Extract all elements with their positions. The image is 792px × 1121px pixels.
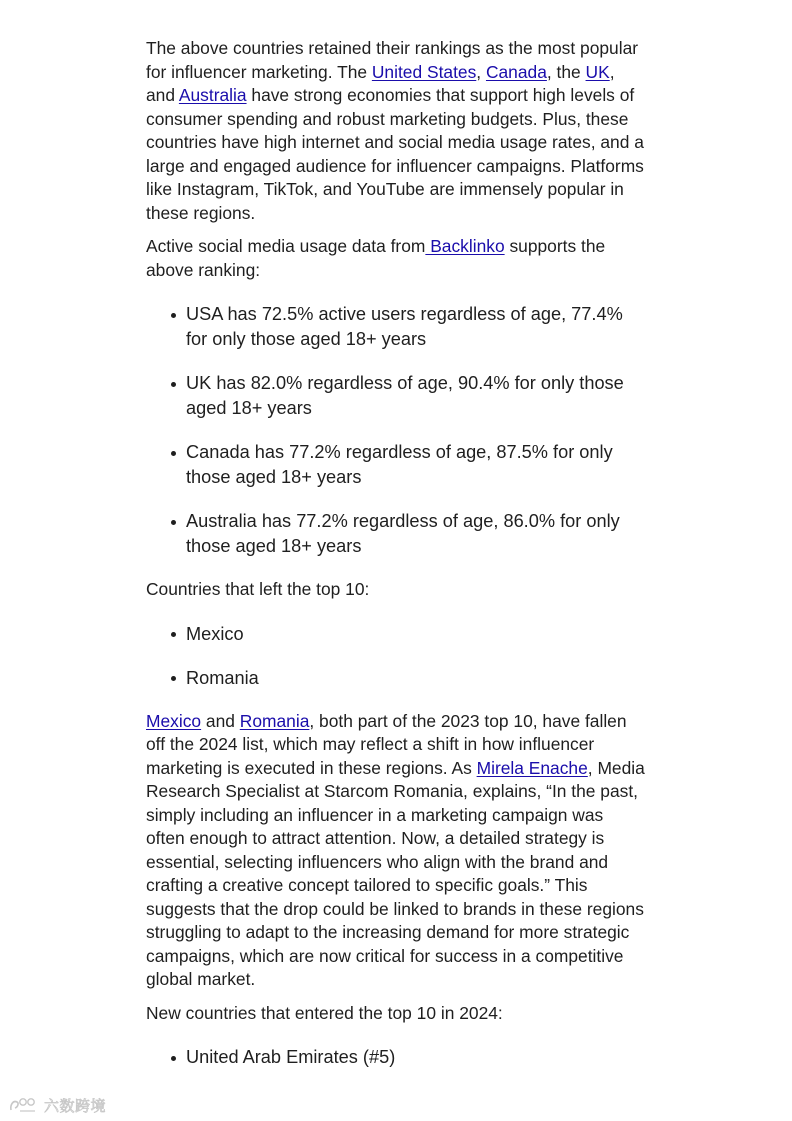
watermark-text: 六数跨境 bbox=[44, 1096, 107, 1115]
left-countries-list bbox=[146, 622, 646, 691]
list-item: Romania bbox=[186, 666, 646, 691]
new-top10-heading: New countries that entered the top 10 in 2024: bbox=[146, 1002, 503, 1023]
australia-link[interactable]: Australia bbox=[178, 85, 247, 105]
list-item: Mexico bbox=[186, 622, 646, 647]
new-countries-list bbox=[146, 1045, 646, 1070]
left-top10-heading: Countries that left the top 10: bbox=[146, 579, 370, 599]
list-item: Canada has 77.2% regardless of age, 87.5% for only those aged 18+ years bbox=[186, 440, 646, 490]
mexico-link[interactable]: Mexico bbox=[146, 710, 202, 731]
intro-paragraph: The above countries retained their rankings as the most popular for influencer marketing. The United States, Canada, the UK, and Australia have strong economies that support high levels of consumer spending and robust marketing budgets. Plus, these countries have high internet and social media usage rates, and a large and engaged audience for influencer campaigns. Platforms like Instagram, TikTok, and YouTube are immensely popular in these regions. bbox=[146, 38, 644, 223]
explanation-paragraph: Mexico and Romania, both part of the 2023 top 10, have fallen off the 2024 list, which may reflect a shift in how influencer marketing is executed in these regions. As Mirela Enache, Media Research Specialist at Starcom Romania, explains, “In the past, simply including an influencer in a marketing campaign was often enough to attract attention. Now, a detailed strategy is essential, selecting influencers who align with the brand and crafting a creative concept tailored to specific goals.” This suggests that the drop could be linked to brands in these regions struggling to adapt to the increasing demand for more strategic campaigns, which are now critical for success in a competitive global market. bbox=[146, 710, 645, 989]
list-item: United Arab Emirates (#5) bbox=[186, 1045, 646, 1070]
canada-link[interactable]: Canada bbox=[485, 61, 547, 82]
united-states-link[interactable]: United States bbox=[371, 61, 477, 82]
uk-link[interactable]: UK bbox=[585, 61, 610, 82]
list-item: USA has 72.5% active users regardless of age, 77.4% for only those aged 18+ years bbox=[186, 302, 646, 352]
list-item: Australia has 77.2% regardless of age, 86.0% for only those aged 18+ years bbox=[186, 509, 646, 559]
brand-logo-icon bbox=[8, 1096, 38, 1114]
list-item: UK has 82.0% regardless of age, 90.4% for only those aged 18+ years bbox=[186, 371, 646, 421]
usage-stats-list bbox=[146, 302, 646, 559]
backlinko-link[interactable]: Backlinko bbox=[425, 236, 505, 256]
romania-link[interactable]: Romania bbox=[239, 710, 310, 731]
watermark bbox=[8, 1094, 106, 1116]
article-body bbox=[146, 37, 646, 1070]
mirela-enache-link[interactable]: Mirela Enache bbox=[476, 757, 588, 778]
usage-paragraph: Active social media usage data from Backlinko supports the above ranking: bbox=[146, 236, 606, 280]
